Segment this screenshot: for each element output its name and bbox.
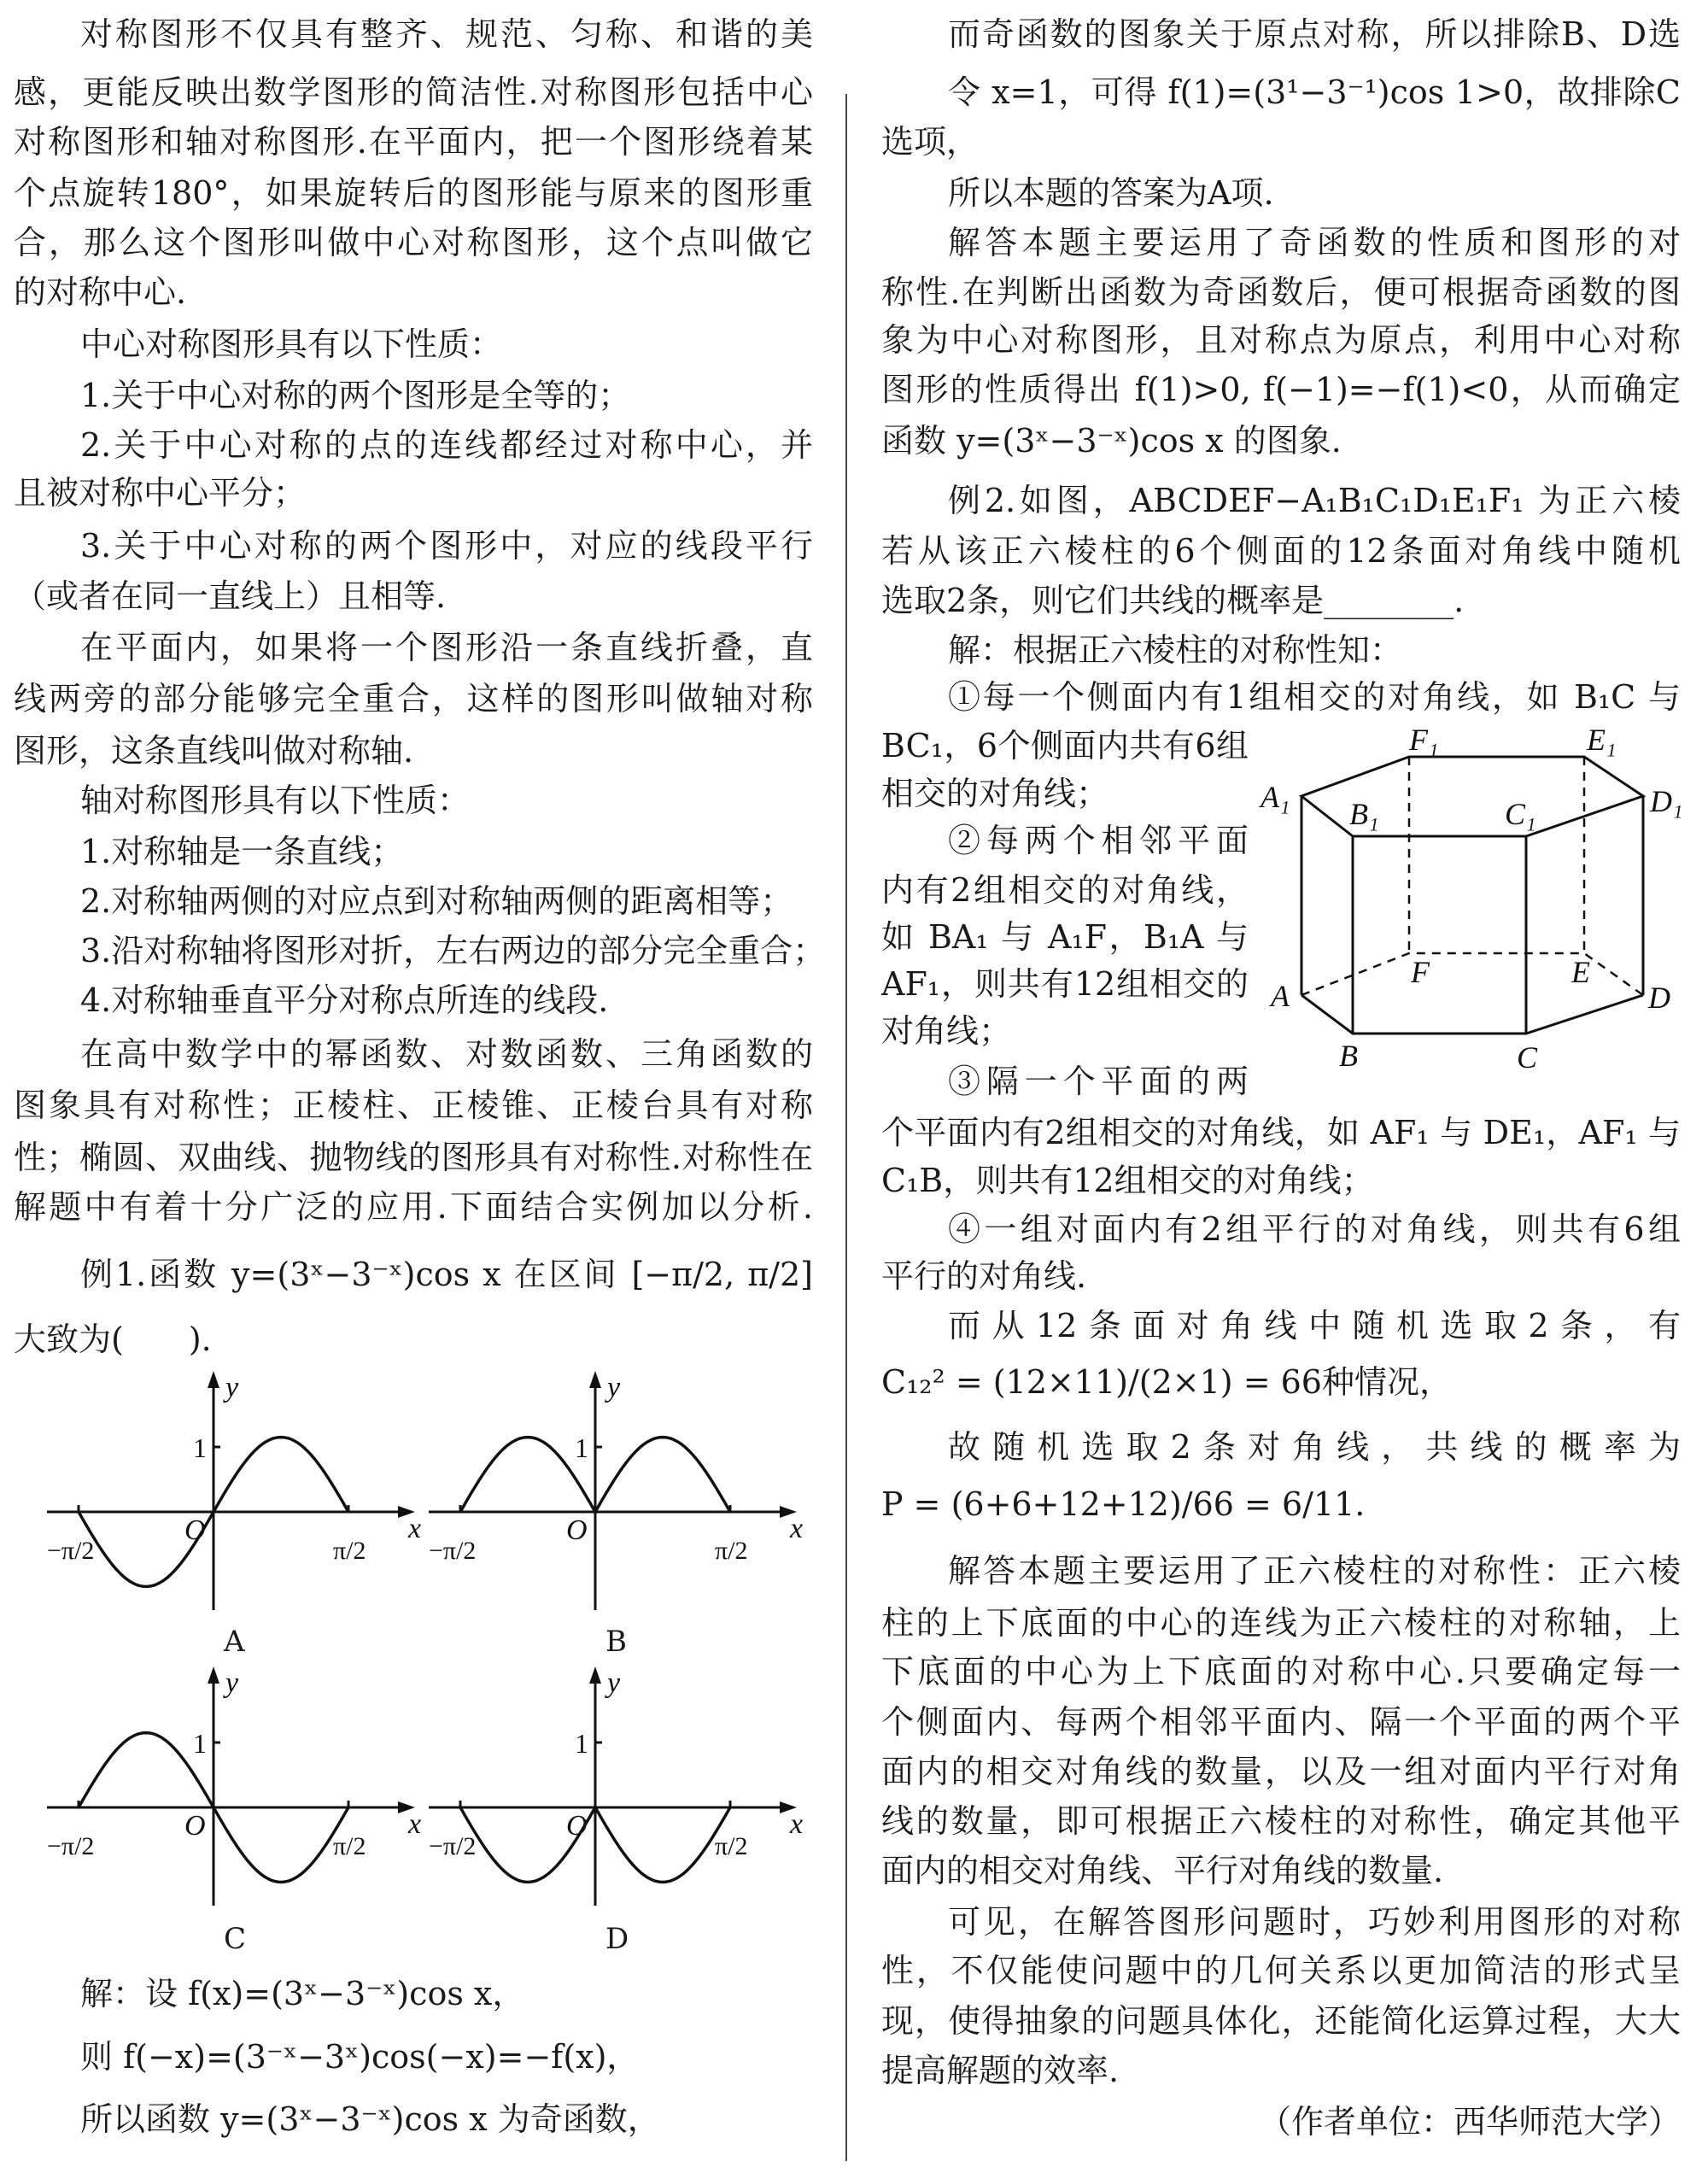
left-text-line: 图象具有对称性；正棱柱、正棱锥、正棱台具有对称 bbox=[14, 1086, 813, 1124]
right-text-line: ②每两个相邻平面 bbox=[948, 821, 1249, 859]
option-label-a: A bbox=[224, 1625, 245, 1659]
graph-option-a bbox=[43, 1367, 453, 1623]
right-text-line: C₁B，则共有12组相交的对角线； bbox=[881, 1162, 1374, 1200]
origin-label: O bbox=[184, 1810, 206, 1842]
left-text-line: 1.对称轴是一条直线； bbox=[80, 832, 404, 870]
vertex-f1: F₁ bbox=[1409, 723, 1439, 757]
right-text-line: 解答本题主要运用了奇函数的性质和图形的对 bbox=[948, 223, 1681, 261]
neg-half-pi-label: −π/2 bbox=[429, 1832, 477, 1860]
right-text-line: 选项， bbox=[881, 123, 980, 161]
left-text-line: 对称图形不仅具有整齐、规范、匀称、和谐的美 bbox=[80, 15, 813, 54]
left-text-line: 3.沿对称轴将图形对折，左右两边的部分完全重合； bbox=[80, 931, 826, 969]
right-text-line: 例2.如图，ABCDEF−A₁B₁C₁D₁E₁F₁ 为正六棱 bbox=[948, 481, 1681, 519]
left-text-line: 轴对称图形具有以下性质： bbox=[80, 782, 471, 820]
x-axis-label: x bbox=[408, 1808, 422, 1840]
right-text-line: 而从12条面对角线中随机选取2条，有 bbox=[948, 1306, 1681, 1344]
left-text-line: 感，更能反映出数学图形的简洁性.对称图形包括中心 bbox=[14, 73, 813, 112]
neg-half-pi-label: −π/2 bbox=[47, 1537, 95, 1565]
left-text-line: 个点旋转180°，如果旋转后的图形能与原来的图形重 bbox=[14, 173, 813, 212]
left-text-line: 性；椭圆、双曲线、抛物线的图形具有对称性.对称性在 bbox=[14, 1138, 813, 1176]
left-text-line: 解题中有着十分广泛的应用.下面结合实例加以分析. bbox=[14, 1187, 813, 1226]
right-text-line: 相交的对角线； bbox=[881, 775, 1109, 813]
right-text-line: 个平面内有2组相交的对角线，如 AF₁ 与 DE₁，AF₁ 与 bbox=[881, 1113, 1681, 1151]
half-pi-label: π/2 bbox=[333, 1537, 366, 1565]
right-text-line: 面内的相交对角线、平行对角线的数量. bbox=[881, 1852, 1444, 1890]
right-text-line: 下底面的中心为上下底面的对称中心.只要确定每一 bbox=[881, 1652, 1681, 1690]
left-text-line: 在平面内，如果将一个图形沿一条直线折叠，直 bbox=[80, 629, 813, 667]
right-text-line: 性，不仅能使问题中的几何关系以更加简洁的形式呈 bbox=[881, 1951, 1681, 1989]
vertex-c: C bbox=[1517, 1040, 1538, 1075]
x-axis-label: x bbox=[790, 1513, 804, 1544]
right-text-line: 内有2组相交的对角线， bbox=[881, 870, 1249, 909]
right-text-line: 图形的性质得出 f(1)>0, f(−1)=−f(1)<0，从而确定 bbox=[881, 371, 1681, 409]
left-text-line: 图形，这条直线叫做对称轴. bbox=[14, 732, 414, 770]
right-text-line: 解：根据正六棱柱的对称性知： bbox=[948, 631, 1403, 670]
left-text-line: （或者在同一直线上）且相等. bbox=[14, 577, 447, 616]
hexagonal-prism-figure bbox=[1247, 709, 1708, 1085]
tick-one-label: 1 bbox=[575, 1432, 588, 1463]
right-text-line: 选取2条，则它们共线的概率是________. bbox=[881, 582, 1465, 620]
right-text-line: 而奇函数的图象关于原点对称，所以排除B、D选 bbox=[948, 15, 1681, 54]
right-text-line: 面内的相交对角线的数量，以及一组对面内平行对角 bbox=[881, 1753, 1681, 1791]
vertex-a1: A₁ bbox=[1261, 780, 1290, 814]
x-axis-label: x bbox=[790, 1808, 804, 1840]
vertex-e: E bbox=[1571, 955, 1590, 989]
y-axis-arrow-icon bbox=[589, 1371, 601, 1388]
y-axis-label: y bbox=[225, 1372, 239, 1403]
right-text-line: 柱的上下底面的中心的连线为正六棱柱的对称轴，上 bbox=[881, 1604, 1681, 1643]
y-axis-label: y bbox=[607, 1372, 621, 1403]
left-text-line: 线两旁的部分能够完全重合，这样的图形叫做轴对称 bbox=[14, 679, 813, 718]
option-label-d: D bbox=[605, 1922, 629, 1956]
half-pi-label: π/2 bbox=[715, 1537, 748, 1565]
graph-option-b bbox=[424, 1367, 834, 1623]
right-text-line: 解答本题主要运用了正六棱柱的对称性：正六棱 bbox=[948, 1551, 1681, 1590]
graph-option-d bbox=[424, 1662, 834, 1918]
right-text-line: 故随机选取2条对角线，共线的概率为 bbox=[948, 1427, 1681, 1466]
right-text-line: ①每一个侧面内有1组相交的对角线，如 B₁C 与 bbox=[948, 678, 1681, 717]
vertex-c1: C₁ bbox=[1505, 797, 1536, 831]
left-text-line: 3.关于中心对称的两个图形中，对应的线段平行 bbox=[80, 526, 813, 565]
left-text-line: 2.对称轴两侧的对应点到对称轴两侧的距离相等； bbox=[80, 882, 793, 920]
right-text-line: 对角线； bbox=[881, 1011, 1012, 1050]
origin-label: O bbox=[566, 1810, 588, 1842]
right-text-line: 令 x=1，可得 f(1)=(3¹−3⁻¹)cos 1>0，故排除C bbox=[948, 73, 1681, 112]
left-text-line: 例1.函数 y=(3ˣ−3⁻ˣ)cos x 在区间 [−π/2, π/2] bbox=[80, 1256, 813, 1294]
tick-one-label: 1 bbox=[193, 1432, 207, 1463]
left-text-line: 4.对称轴垂直平分对称点所连的线段. bbox=[80, 981, 609, 1020]
left-text-line: 所以函数 y=(3ˣ−3⁻ˣ)cos x 为奇函数， bbox=[80, 2100, 660, 2138]
left-text-line: 对称图形和轴对称图形.在平面内，把一个图形绕着某 bbox=[14, 123, 813, 161]
right-text-line: （作者单位：西华师范大学） bbox=[1258, 2103, 1681, 2141]
vertex-e1: E₁ bbox=[1587, 723, 1617, 757]
right-text-line: 提高解题的效率. bbox=[881, 2052, 1120, 2090]
right-text-line: BC₁，6个侧面内共有6组 bbox=[881, 726, 1249, 764]
left-text-line: 中心对称图形具有以下性质： bbox=[80, 325, 503, 364]
y-axis-label: y bbox=[607, 1667, 621, 1699]
right-text-line: 若从该正六棱柱的6个侧面的12条面对角线中随机 bbox=[881, 532, 1681, 571]
right-text-line: 称性.在判断出函数为奇函数后，便可根据奇函数的图 bbox=[881, 272, 1681, 311]
y-axis-arrow-icon bbox=[208, 1371, 219, 1388]
left-text-line: 且被对称中心平分； bbox=[14, 474, 307, 512]
tick-one-label: 1 bbox=[575, 1728, 588, 1759]
left-text-line: 2.关于中心对称的点的连线都经过对称中心，并 bbox=[80, 425, 813, 464]
right-text-line: AF₁，则共有12组相交的 bbox=[881, 964, 1249, 1003]
right-text-line: P = (6+6+12+12)/66 = 6/11. bbox=[881, 1485, 1366, 1524]
neg-half-pi-label: −π/2 bbox=[47, 1832, 95, 1860]
half-pi-label: π/2 bbox=[715, 1832, 748, 1860]
right-text-line: C₁₂² = (12×11)/(2×1) = 66种情况， bbox=[881, 1362, 1452, 1401]
x-axis-label: x bbox=[408, 1513, 422, 1544]
left-text-line: 则 f(−x)=(3⁻ˣ−3ˣ)cos(−x)=−f(x)， bbox=[80, 2038, 640, 2076]
right-text-line: 所以本题的答案为A项. bbox=[948, 173, 1274, 212]
y-axis-arrow-icon bbox=[208, 1666, 219, 1684]
left-text-line: 1.关于中心对称的两个图形是全等的； bbox=[80, 376, 631, 414]
option-label-c: C bbox=[224, 1922, 247, 1956]
y-axis-arrow-icon bbox=[589, 1666, 601, 1684]
right-text-line: 线的数量，即可根据正六棱柱的对称性，确定其他平 bbox=[881, 1802, 1681, 1841]
right-text-line: 如 BA₁ 与 A₁F，B₁A 与 bbox=[881, 917, 1249, 956]
y-axis-label: y bbox=[225, 1667, 239, 1699]
option-label-b: B bbox=[605, 1625, 627, 1659]
right-text-line: ④一组对面内有2组平行的对角线，则共有6组 bbox=[948, 1210, 1681, 1248]
right-text-line: ③隔一个平面的两 bbox=[948, 1063, 1249, 1101]
column-divider bbox=[845, 94, 847, 2161]
origin-label: O bbox=[566, 1514, 588, 1546]
left-text-line: 在高中数学中的幂函数、对数函数、三角函数的 bbox=[80, 1034, 813, 1073]
left-text-line: 的对称中心. bbox=[14, 272, 187, 311]
vertex-b: B bbox=[1339, 1039, 1358, 1073]
right-text-line: 函数 y=(3ˣ−3⁻ˣ)cos x 的图象. bbox=[881, 422, 1342, 460]
tick-one-label: 1 bbox=[193, 1728, 207, 1759]
vertex-d: D bbox=[1648, 981, 1670, 1015]
right-text-line: 象为中心对称图形，且对称点为原点，利用中心对称 bbox=[881, 321, 1681, 360]
left-text-line: 大致为( ). bbox=[14, 1320, 212, 1358]
vertex-d1: D₁ bbox=[1650, 784, 1683, 818]
origin-label: O bbox=[184, 1514, 206, 1546]
vertex-a: A bbox=[1271, 979, 1290, 1013]
graph-option-c bbox=[43, 1662, 453, 1918]
left-text-line: 合，那么这个图形叫做中心对称图形，这个点叫做它 bbox=[14, 223, 813, 261]
left-text-line: 解：设 f(x)=(3ˣ−3⁻ˣ)cos x， bbox=[80, 1975, 525, 2012]
vertex-f: F bbox=[1411, 955, 1430, 989]
half-pi-label: π/2 bbox=[333, 1832, 366, 1860]
right-text-line: 个侧面内、每两个相邻平面内、隔一个平面的两个平 bbox=[881, 1703, 1681, 1742]
neg-half-pi-label: −π/2 bbox=[429, 1537, 477, 1565]
vertex-b1: B₁ bbox=[1349, 797, 1379, 831]
right-text-line: 现，使得抽象的问题具体化，还能简化运算过程，大大 bbox=[881, 2002, 1681, 2041]
right-text-line: 平行的对角线. bbox=[881, 1256, 1087, 1295]
right-text-line: 可见，在解答图形问题时，巧妙利用图形的对称 bbox=[948, 1903, 1681, 1942]
